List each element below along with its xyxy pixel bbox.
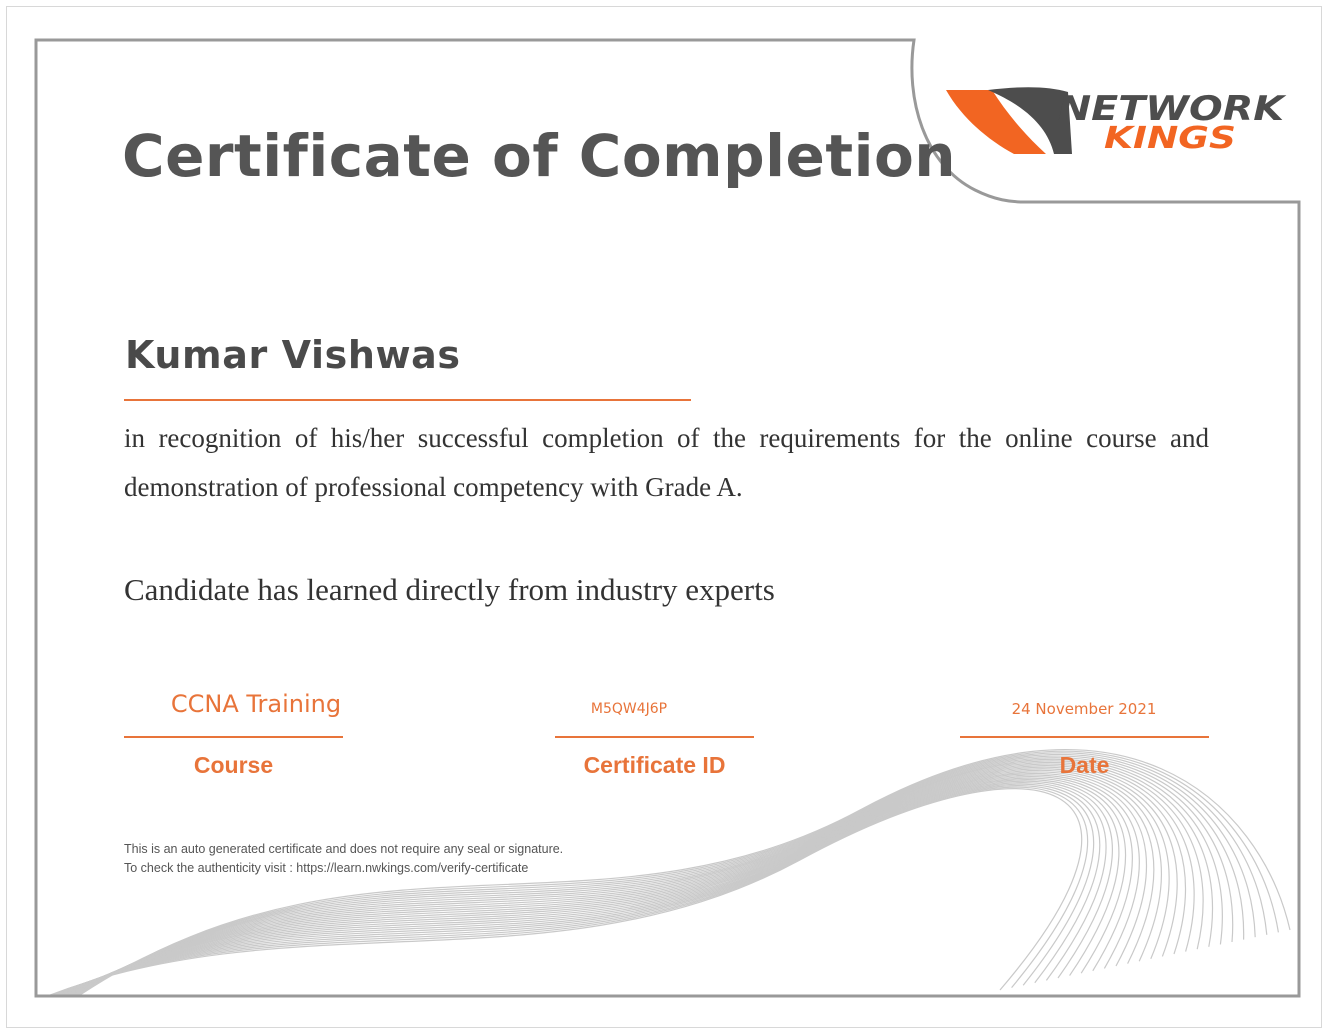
name-underline (124, 399, 691, 401)
network-kings-logo (940, 82, 1290, 162)
course-value: CCNA Training (170, 690, 342, 718)
logo-word-network: NETWORK (1058, 89, 1288, 129)
experts-line: Candidate has learned directly from industry experts (124, 572, 775, 607)
certificate-title: Certificate of Completion (122, 122, 957, 190)
footer-line-seal: This is an auto generated certificate and does not require any seal or signature. (124, 842, 564, 856)
recipient-name: Kumar Vishwas (125, 333, 461, 377)
footer-line-verify: To check the authenticity visit : https://learn.nwkings.com/verify-certificate (124, 861, 529, 875)
logo-word-kings: KINGS (1104, 121, 1236, 156)
certificate-id-value: M5QW4J6P (590, 701, 668, 717)
date-label: Date (1059, 752, 1110, 778)
date-value: 24 November 2021 (1011, 700, 1157, 718)
recognition-text: in recognition of his/her successful completion of the requirements for the online course and demonstration of professional competency with Grade A. (124, 423, 1209, 502)
certificate-id-underline (555, 736, 754, 738)
course-label: Course (193, 752, 274, 778)
certificate-id-label: Certificate ID (583, 752, 726, 778)
footer-note (124, 840, 563, 878)
course-underline (124, 736, 343, 738)
date-underline (960, 736, 1209, 738)
